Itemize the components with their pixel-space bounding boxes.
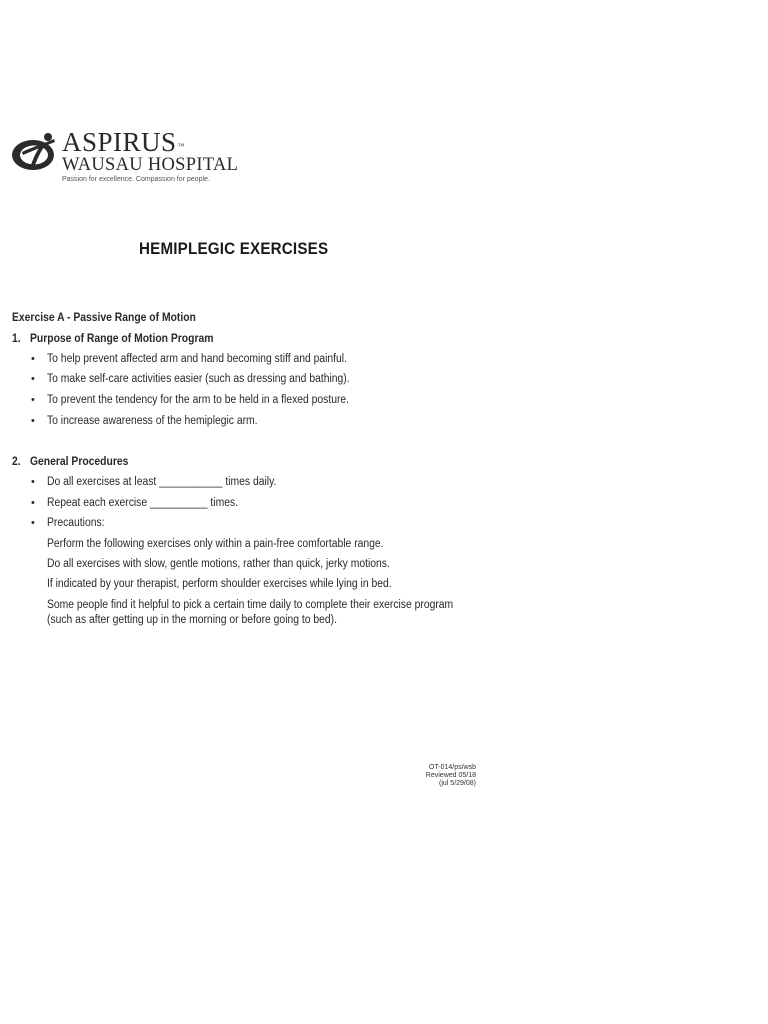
bullet-icon: •	[31, 394, 35, 406]
list-item: To prevent the tendency for the arm to be held in a flexed posture.	[47, 394, 350, 406]
aspirus-logo-icon	[10, 130, 62, 174]
bullet-icon: •	[31, 476, 35, 488]
bullet-icon: •	[31, 497, 35, 509]
hospital-logo	[10, 128, 270, 188]
document-code-line: (jul 5/29/08)	[439, 780, 476, 787]
logo-name: ASPIRUS™	[62, 127, 185, 157]
bullet-icon: •	[31, 415, 35, 427]
list-item: To help prevent affected arm and hand becoming stiff and painful.	[47, 353, 347, 365]
precaution-line: Some people find it helpful to pick a certain time daily to complete their exercise program	[47, 599, 454, 611]
logo-tagline: Passion for excellence. Compassion for people.	[62, 176, 210, 183]
logo-subname: WAUSAU HOSPITAL	[62, 155, 239, 175]
section2-heading: General Procedures	[30, 456, 129, 468]
list-item: Do all exercises at least ___________ times daily.	[47, 476, 277, 488]
bullet-icon: •	[31, 517, 35, 529]
section2-number: 2.	[12, 456, 21, 468]
precaution-line: If indicated by your therapist, perform shoulder exercises while lying in bed.	[47, 578, 392, 590]
section1-number: 1.	[12, 333, 21, 345]
list-item: Precautions:	[47, 517, 105, 529]
bullet-icon: •	[31, 353, 35, 365]
document-code-line: OT-014/ps/wsb	[428, 764, 476, 771]
page-title: HEMIPLEGIC EXERCISES	[139, 240, 329, 258]
precaution-line: Do all exercises with slow, gentle motions, rather than quick, jerky motions.	[47, 558, 390, 570]
document-code	[420, 764, 476, 788]
precaution-line: Perform the following exercises only within a pain-free comfortable range.	[47, 538, 384, 550]
list-item: To make self-care activities easier (such as dressing and bathing).	[47, 373, 350, 385]
bullet-icon: •	[31, 373, 35, 385]
exercise-heading: Exercise A - Passive Range of Motion	[12, 312, 196, 324]
precaution-line: (such as after getting up in the morning or before going to bed).	[47, 614, 337, 626]
review-date: Reviewed 05/18	[425, 772, 476, 779]
section1-heading: Purpose of Range of Motion Program	[30, 333, 214, 345]
list-item: To increase awareness of the hemiplegic arm.	[47, 415, 258, 427]
list-item: Repeat each exercise __________ times.	[47, 497, 239, 509]
